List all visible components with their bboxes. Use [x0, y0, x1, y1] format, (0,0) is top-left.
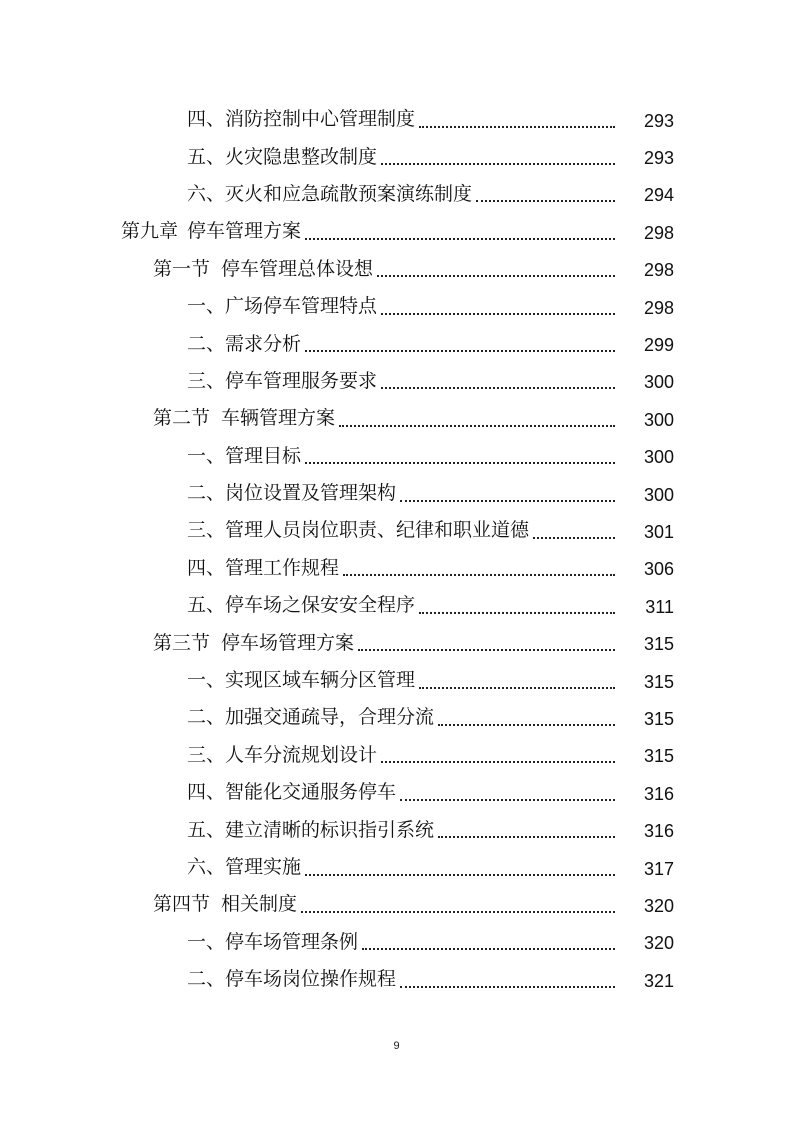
toc-entry-page: 293	[643, 148, 674, 169]
toc-entry-page: 298	[643, 260, 674, 281]
toc-entry-heading	[153, 631, 355, 654]
toc-entry[interactable]	[0, 737, 793, 774]
toc-entry[interactable]	[0, 512, 793, 549]
table-of-contents	[0, 101, 793, 998]
toc-entry[interactable]	[0, 774, 793, 811]
toc-dot-leader	[381, 387, 615, 389]
toc-entry-page: 311	[645, 596, 674, 617]
toc-entry-page: 300	[643, 409, 674, 430]
toc-entry[interactable]	[0, 849, 793, 886]
toc-entry-number: 五、	[187, 594, 226, 617]
toc-entry-heading	[153, 409, 335, 428]
toc-entry-title: 建立清晰的标识指引系统	[225, 818, 435, 841]
toc-entry-heading	[187, 743, 378, 766]
toc-entry-title: 火灾隐患整改制度	[225, 145, 378, 168]
toc-entry-number: 六、	[187, 856, 226, 878]
toc-entry-number: 一、	[187, 930, 226, 953]
toc-entry-page: 300	[643, 447, 674, 468]
toc-entry-page: 300	[643, 372, 674, 393]
toc-entry-heading	[187, 596, 415, 615]
toc-entry-title: 停车场岗位操作规程	[225, 968, 397, 991]
toc-entry-title: 岗位设置及管理架构	[225, 482, 397, 505]
toc-entry-page: 316	[643, 821, 674, 842]
toc-entry-heading	[187, 783, 396, 802]
toc-entry-title: 广场停车管理特点	[225, 295, 378, 318]
toc-dot-leader	[400, 986, 615, 988]
toc-entry-heading	[187, 369, 378, 392]
toc-entry-heading	[187, 444, 302, 467]
toc-entry-heading	[187, 484, 396, 503]
toc-entry-number: 二、	[187, 482, 226, 505]
toc-entry-heading	[187, 521, 529, 540]
toc-entry-heading	[153, 257, 374, 280]
toc-entry-number: 四、	[187, 781, 226, 804]
toc-entry-title: 灭火和应急疏散预案演练制度	[225, 182, 473, 205]
toc-entry[interactable]	[0, 587, 793, 624]
toc-entry-number: 四、	[187, 108, 226, 131]
toc-entry-page: 316	[643, 783, 674, 804]
toc-dot-leader	[476, 200, 615, 202]
toc-entry-heading	[187, 145, 378, 168]
toc-entry[interactable]	[0, 624, 793, 661]
toc-entry-title: 停车管理方案	[187, 220, 302, 243]
toc-entry-number: 五、	[187, 145, 226, 168]
toc-entry-title: 管理目标	[225, 444, 302, 467]
toc-entry-title: 管理实施	[225, 856, 302, 878]
toc-entry-heading	[153, 895, 297, 914]
toc-entry-page: 315	[643, 708, 674, 729]
toc-entry-number: 第一节	[153, 257, 211, 280]
toc-entry-heading	[187, 970, 396, 989]
toc-entry[interactable]	[0, 213, 793, 250]
toc-dot-leader	[419, 687, 615, 689]
toc-entry[interactable]	[0, 176, 793, 213]
toc-entry-title: 停车管理服务要求	[225, 369, 378, 392]
toc-entry-heading	[187, 818, 435, 841]
toc-entry-number: 第三节	[153, 631, 211, 654]
toc-entry-number: 一、	[187, 444, 226, 467]
toc-entry-title: 相关制度	[221, 893, 298, 916]
toc-entry-page: 317	[643, 858, 674, 879]
toc-entry-heading	[121, 222, 301, 241]
toc-entry-number: 第二节	[153, 407, 211, 430]
toc-entry-title: 车辆管理方案	[221, 407, 336, 430]
toc-dot-leader	[301, 911, 615, 913]
toc-entry[interactable]	[0, 363, 793, 400]
toc-entry-heading	[187, 671, 415, 690]
toc-entry-page: 315	[643, 746, 674, 767]
toc-dot-leader	[305, 874, 615, 876]
toc-entry-title: 管理工作规程	[225, 556, 340, 579]
toc-entry[interactable]	[0, 699, 793, 736]
toc-dot-leader	[400, 500, 615, 502]
toc-dot-leader	[377, 275, 615, 277]
toc-entry[interactable]	[0, 475, 793, 512]
toc-entry-title: 智能化交通服务停车	[225, 781, 397, 804]
toc-entry-page: 300	[643, 484, 674, 505]
toc-entry-title: 停车场管理条例	[225, 930, 359, 953]
toc-entry-number: 一、	[187, 295, 226, 318]
toc-entry-page: 306	[643, 559, 674, 580]
toc-entry-heading	[187, 858, 301, 877]
toc-entry[interactable]	[0, 961, 793, 998]
toc-entry-page: 301	[643, 521, 674, 542]
toc-entry[interactable]	[0, 325, 793, 362]
toc-dot-leader	[305, 350, 615, 352]
toc-entry-title: 管理人员岗位职责、纪律和职业道德	[225, 519, 530, 542]
toc-entry-number: 三、	[187, 519, 226, 542]
toc-entry-number: 六、	[187, 182, 226, 205]
toc-entry-page: 321	[643, 970, 674, 991]
toc-dot-leader	[533, 537, 615, 539]
toc-dot-leader	[419, 126, 615, 128]
toc-entry-title: 实现区域车辆分区管理	[225, 669, 416, 692]
toc-entry-number: 三、	[187, 369, 226, 392]
toc-entry-page: 298	[643, 297, 674, 318]
toc-entry-page: 293	[643, 110, 674, 131]
toc-dot-leader	[381, 761, 615, 763]
toc-entry-title: 加强交通疏导，合理分流	[225, 706, 435, 729]
toc-dot-leader	[400, 799, 615, 801]
toc-entry-heading	[187, 930, 359, 953]
toc-entry[interactable]	[0, 288, 793, 325]
toc-entry[interactable]	[0, 400, 793, 437]
toc-entry-number: 一、	[187, 669, 226, 692]
toc-entry[interactable]	[0, 138, 793, 175]
toc-entry-title: 停车场之保安安全程序	[225, 594, 416, 617]
toc-entry[interactable]	[0, 886, 793, 923]
toc-entry-number: 二、	[187, 332, 226, 355]
toc-dot-leader	[438, 836, 615, 838]
toc-entry-heading	[187, 182, 473, 205]
toc-dot-leader	[339, 425, 615, 427]
toc-entry[interactable]	[0, 550, 793, 587]
toc-entry[interactable]	[0, 662, 793, 699]
toc-entry-heading	[187, 332, 302, 355]
toc-dot-leader	[419, 612, 615, 614]
toc-entry-page: 299	[643, 335, 674, 356]
toc-entry-heading	[187, 556, 340, 579]
toc-entry[interactable]	[0, 251, 793, 288]
toc-dot-leader	[305, 238, 615, 240]
toc-entry-page: 294	[643, 185, 674, 206]
toc-entry-number: 四、	[187, 556, 226, 579]
toc-entry-page: 298	[643, 222, 674, 243]
toc-dot-leader	[438, 724, 615, 726]
toc-entry-number: 二、	[187, 706, 226, 729]
toc-entry-page: 315	[643, 634, 674, 655]
toc-dot-leader	[381, 163, 615, 165]
toc-dot-leader	[343, 574, 615, 576]
toc-entry-number: 五、	[187, 818, 226, 841]
toc-entry-heading	[187, 708, 434, 727]
toc-entry-title: 消防控制中心管理制度	[225, 108, 416, 131]
toc-dot-leader	[305, 462, 615, 464]
toc-entry[interactable]	[0, 101, 793, 138]
toc-entry[interactable]	[0, 811, 793, 848]
toc-dot-leader	[381, 313, 615, 315]
page-number: 9	[393, 1040, 400, 1052]
toc-entry[interactable]	[0, 924, 793, 961]
toc-entry-number: 第九章	[121, 220, 179, 243]
toc-dot-leader	[358, 649, 615, 651]
toc-entry-page: 320	[643, 895, 674, 916]
toc-entry-number: 第四节	[153, 893, 211, 916]
toc-entry-title: 需求分析	[225, 332, 302, 355]
toc-entry-heading	[187, 297, 377, 316]
toc-entry-number: 二、	[187, 968, 226, 991]
toc-entry-page: 315	[643, 671, 674, 692]
toc-entry-title: 人车分流规划设计	[225, 743, 378, 766]
toc-entry-page: 320	[643, 933, 674, 954]
toc-entry-heading	[187, 110, 415, 129]
toc-entry-title: 停车管理总体设想	[221, 257, 374, 280]
toc-dot-leader	[362, 948, 615, 950]
toc-entry[interactable]	[0, 438, 793, 475]
toc-entry-number: 三、	[187, 743, 226, 766]
toc-entry-title: 停车场管理方案	[221, 631, 355, 654]
